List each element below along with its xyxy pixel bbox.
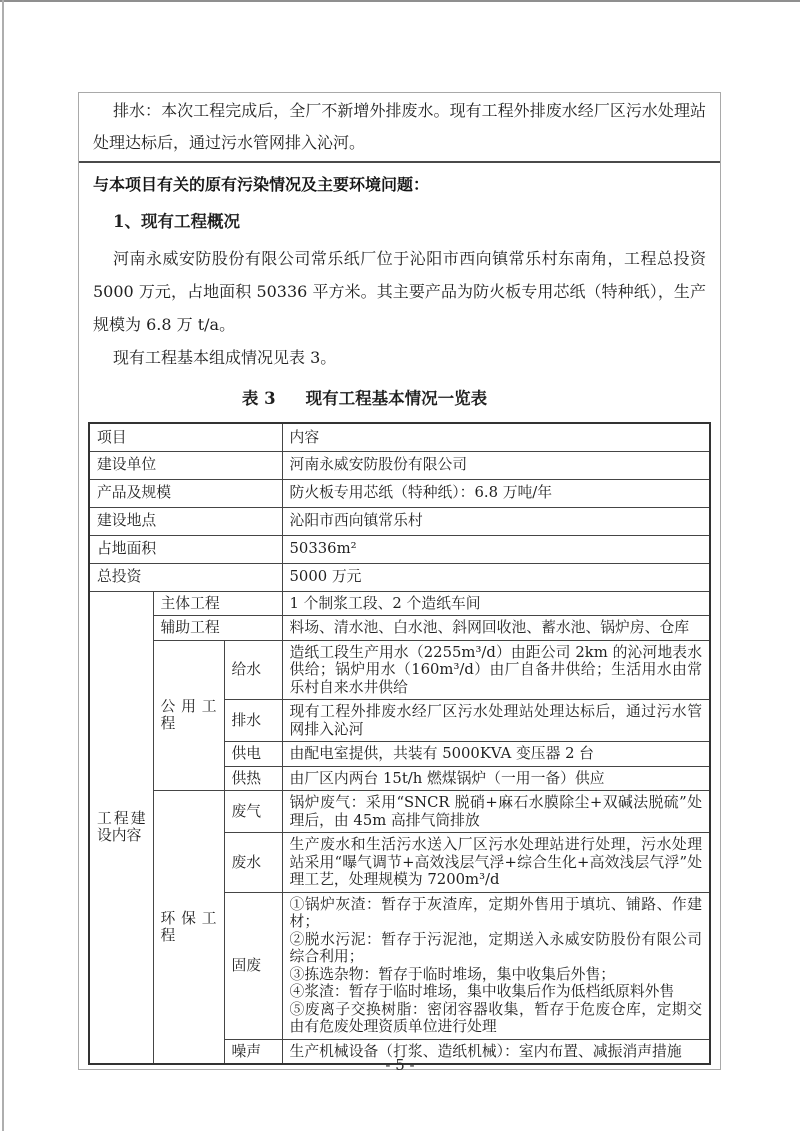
auxiliary-project-label: 辅助工程 <box>153 616 282 641</box>
noise-label: 噪声 <box>224 1039 282 1064</box>
table-row-product <box>89 479 710 507</box>
investment-value: 5000 万元 <box>282 563 710 591</box>
solid-waste-label: 固废 <box>224 892 282 1039</box>
unit-label: 建设单位 <box>89 451 282 479</box>
construction-content-label: 工程建设内容 <box>89 591 153 1064</box>
header-cell-item: 项目 <box>89 423 282 451</box>
product-value: 防火板专用芯纸（特种纸）：6.8 万吨/年 <box>282 479 710 507</box>
page-edge-top-line <box>0 0 800 2</box>
drainage-label: 排水 <box>224 700 282 742</box>
power-value: 由配电室提供，共装有 5000KVA 变压器 2 台 <box>282 742 710 767</box>
table3-title <box>88 388 641 410</box>
solid-waste-item: ④浆渣：暂存于临时堆场，集中收集后作为低档纸原料外售 <box>289 983 675 1000</box>
content-box <box>78 92 721 1070</box>
table-row-waste-gas <box>89 791 710 833</box>
area-value: 50336m² <box>282 535 710 563</box>
table-row-unit <box>89 451 710 479</box>
drainage-value: 现有工程外排废水经厂区污水处理站处理达标后，通过污水管网排入沁河 <box>282 700 710 742</box>
table-row-main-project <box>89 591 710 616</box>
solid-waste-item: ①锅炉灰渣：暂存于灰渣库，定期外售用于填坑、铺路、作建材； <box>289 895 702 930</box>
waste-water-value: 生产废水和生活污水送入厂区污水处理站进行处理，污水处理站采用“曝气调节+高效浅层气浮+综合生化+高效浅层气浮”处理工艺，处理规模为 7200m³/d <box>282 833 710 893</box>
page-number: - 5 - <box>385 1056 415 1074</box>
table-row-auxiliary-project <box>89 616 710 641</box>
section-heading: 与本项目有关的原有污染情况及主要环境问题： <box>93 175 430 194</box>
area-label: 占地面积 <box>89 535 282 563</box>
product-label: 产品及规模 <box>89 479 282 507</box>
water-supply-value: 造纸工段生产用水（2255m³/d）由距公司 2km 的沁河地表水供给；锅炉用水（160m³/d）由厂自备井供给；生活用水由常乐村自来水井供给 <box>282 640 710 700</box>
pollution-section <box>79 163 720 1069</box>
header-cell-content: 内容 <box>282 423 710 451</box>
environmental-project-label: 环保工程 <box>153 791 224 1065</box>
solid-waste-item: ⑤废离子交换树脂：密闭容器收集，暂存于危废仓库，定期交由有危废处理资质单位进行处理 <box>289 1000 702 1035</box>
drainage-section <box>79 93 720 163</box>
waste-gas-value: 锅炉废气：采用“SNCR 脱硝+麻石水膜除尘+双碱法脱硫”处理后，由 45m 高排气筒排放 <box>282 791 710 833</box>
table-row-water-supply <box>89 640 710 700</box>
main-project-value: 1 个制浆工段、2 个造纸车间 <box>282 591 710 616</box>
solid-waste-item: ②脱水污泥：暂存于污泥池，定期送入永威安防股份有限公司综合利用； <box>289 930 702 965</box>
table3-title-text: 现有工程基本情况一览表 <box>305 389 488 408</box>
existing-project-table <box>88 422 711 1065</box>
table-row-header <box>89 423 710 451</box>
investment-label: 总投资 <box>89 563 282 591</box>
drainage-paragraph: 排水：本次工程完成后，全厂不新增外排废水。现有工程外排废水经厂区污水处理站处理达标后，通过污水管网排入沁河。 <box>93 101 706 152</box>
auxiliary-project-value: 料场、清水池、白水池、斜网回收池、蓄水池、锅炉房、仓库 <box>282 616 710 641</box>
solid-waste-value <box>282 892 710 1039</box>
main-project-label: 主体工程 <box>153 591 282 616</box>
power-label: 供电 <box>224 742 282 767</box>
subsection-heading: 1、现有工程概况 <box>113 212 240 231</box>
table-row-investment <box>89 563 710 591</box>
table3-title-label: 表 3 <box>241 389 276 408</box>
noise-value: 生产机械设备（打浆、造纸机械）：室内布置、减振消声措施 <box>282 1039 710 1064</box>
waste-water-label: 废水 <box>224 833 282 893</box>
heating-label: 供热 <box>224 766 282 791</box>
waste-gas-label: 废气 <box>224 791 282 833</box>
location-label: 建设地点 <box>89 507 282 535</box>
water-supply-label: 给水 <box>224 640 282 700</box>
table-row-location <box>89 507 710 535</box>
table-row-area <box>89 535 710 563</box>
solid-waste-item: ③拣选杂物：暂存于临时堆场，集中收集后外售； <box>289 965 616 983</box>
overview-paragraph: 河南永威安防股份有限公司常乐纸厂位于沁阳市西向镇常乐村东南角，工程总投资 5000 万元，占地面积 50336 平方米。其主要产品为防火板专用芯纸（特种纸），生产规模为 6.8 万 t/a。 <box>93 249 706 334</box>
location-value: 沁阳市西向镇常乐村 <box>282 507 710 535</box>
unit-value: 河南永威安防股份有限公司 <box>282 451 710 479</box>
heating-value: 由厂区内两台 15t/h 燃煤锅炉（一用一备）供应 <box>282 766 710 791</box>
page-edge-left-line <box>2 0 4 1131</box>
utility-project-label: 公用工程 <box>153 640 224 791</box>
table-ref-paragraph: 现有工程基本组成情况见表 3。 <box>113 348 337 367</box>
